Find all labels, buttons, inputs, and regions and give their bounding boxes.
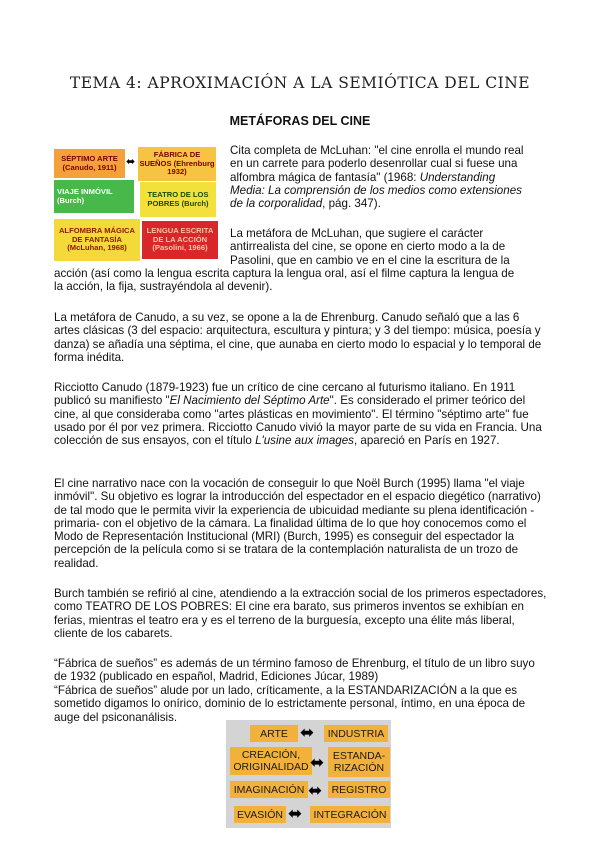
box-evasion: EVASIÓN — [234, 806, 286, 823]
box-imaginacion: IMAGINACIÓN — [230, 781, 308, 798]
paragraph-burch-viaje: El cine narrativo nace con la vocación de conseguir lo que Noël Burch (1995) llama "el viaje inmóvil". Su objetivo es lograr la introducción del espectador en el espacio diegético (narrativo) de tal modo que le permita vivir la experiencia de ubicuidad mediante su plena identificación -primaria- con el objetivo de la cámara. La finalidad última de lo que hoy conocemos como el Modo de Representación Institucional (MRI) (Burch, 1995) es conseguir del espectador la percepción de la película como si se tratara de la contemplación naturalista de un trozo de realidad. — [54, 477, 541, 570]
text-line: La metáfora de McLuhan, que sugiere el carácter — [230, 227, 484, 240]
paragraph-pasolini-a — [230, 227, 590, 267]
paragraph-ricciotto — [54, 381, 546, 447]
box-creacion: CREACIÓN, ORIGINALIDAD — [230, 747, 312, 775]
text-span-italic: de la corporalidad — [230, 197, 323, 211]
double-arrow-icon: ⬌ — [288, 804, 303, 823]
text-line: acción (así como la lengua escrita captura la lengua oral, así el filme captura la lengua de — [54, 267, 515, 280]
text-line: Media: La comprensión de los medios como extensiones — [230, 183, 522, 197]
text-line — [230, 197, 580, 210]
document-title: TEMA 4: APROXIMACIÓN A LA SEMIÓTICA DEL CINE — [69, 74, 531, 92]
double-arrow-icon: ⬌ — [300, 723, 315, 742]
box-estandarizacion: ESTANDA-RIZACIÓN — [328, 747, 390, 777]
metaphors-diagram — [54, 143, 219, 261]
paragraph-fabrica-b: “Fábrica de sueños” alude por un lado, críticamente, a la ESTANDARIZACIÓN a la que es sometido digamos lo onírico, dominio de lo estrictamente personal, íntimo, en una época de auge del psiconanálisis. — [54, 684, 526, 724]
text-span: , apareció en París en 1927. — [353, 434, 500, 448]
text-span-italic: El Nacimiento del Séptimo Arte — [169, 394, 330, 408]
text-span: alfombra mágica de fantasía" (1968: — [230, 170, 420, 184]
arte-industria-diagram — [226, 720, 391, 828]
paragraph-mcluhan — [230, 144, 580, 210]
double-arrow-icon: ⬌ — [126, 156, 136, 168]
text-line — [230, 171, 580, 184]
box-registro: REGISTRO — [328, 781, 390, 798]
paragraph-pasolini-b — [54, 267, 594, 294]
cell-teatro-pobres: TEATRO DE LOS POBRES (Burch) — [140, 182, 216, 217]
cell-septimo-arte: SÉPTIMO ARTE (Canudo, 1911) — [54, 149, 125, 178]
cell-viaje-inmovil: VIAJE INMÓVIL (Burch) — [54, 180, 134, 213]
text-span: , pág. 347). — [322, 197, 381, 211]
cell-fabrica-suenos: FÁBRICA DE SUEÑOS (Ehrenburg 1932) — [138, 147, 216, 181]
text-line: Pasolini, que en cambio ve en el cine la escritura de la — [230, 253, 510, 267]
box-arte: ARTE — [250, 725, 298, 742]
text-line: Cita completa de McLuhan: "el cine enrolla el mundo real — [230, 144, 524, 157]
box-integracion: INTEGRACIÓN — [310, 806, 390, 823]
text-line: antirrealista del cine, se opone en cierto modo a la de — [230, 240, 506, 254]
text-span-italic: L'usine aux images — [255, 434, 354, 448]
double-arrow-icon: ⬌ — [310, 753, 325, 772]
cell-lengua-escrita: LENGUA ESCRITA DE LA ACCIÓN (Pasolini, 1966) — [142, 221, 218, 259]
cell-alfombra-magica: ALFOMBRA MÁGICA DE FANTASÍA (McLuhan, 1968) — [54, 219, 140, 261]
box-industria: INDUSTRIA — [324, 725, 388, 742]
section-title: METÁFORAS DEL CINE — [229, 114, 371, 128]
paragraph-burch-teatro: Burch también se refirió al cine, atendiendo a la extracción social de los primeros espectadores, como TEATRO DE LOS POBRES: El cine era barato, sus primeros inventos se exhibían en ferias, mientras el teatro era y es el terreno de la burguesía, excepto una élite más liberal, cliente de los cabarets. — [54, 587, 547, 640]
paragraph-canudo: La metáfora de Canudo, a su vez, se opone a la de Ehrenburg. Canudo señaló que a las 6 artes clásicas (3 del espacio: arquitectura, escultura y pintura; y 3 del tiempo: música, poesía y danza) se añadía una séptima, el cine, que aunaba en cierto modo lo espacial y lo temporal de forma inédita. — [54, 311, 542, 364]
text-span-italic: Understanding — [419, 170, 496, 184]
text-span: Ricciotto Canudo (1879-1923) fue un crítico de cine cercano al futurismo italiano. En 1911 publicó su manifiesto " — [54, 381, 516, 408]
text-line: la acción, la fija, sustrayéndola al devenir). — [54, 280, 273, 294]
double-arrow-icon: ⬌ — [308, 781, 323, 800]
text-line: en un carrete para poderlo desenrollar cual si fuese una — [230, 157, 518, 171]
paragraph-fabrica-a: “Fábrica de sueños” es además de un término famoso de Ehrenburg, el título de un libro suyo de 1932 (publicado en español, Madrid, Ediciones Júcar, 1989) — [54, 657, 535, 684]
text-span: ". Es considerado el primer teórico del cine, al que consideraba como "artes plásticas en movimiento". El término "séptimo arte" fue usado por él por vez primera. Ricciotto Canudo vivió la mayor parte de su vida en Francia. Una colección de sus ensayos, con el título — [54, 394, 542, 448]
